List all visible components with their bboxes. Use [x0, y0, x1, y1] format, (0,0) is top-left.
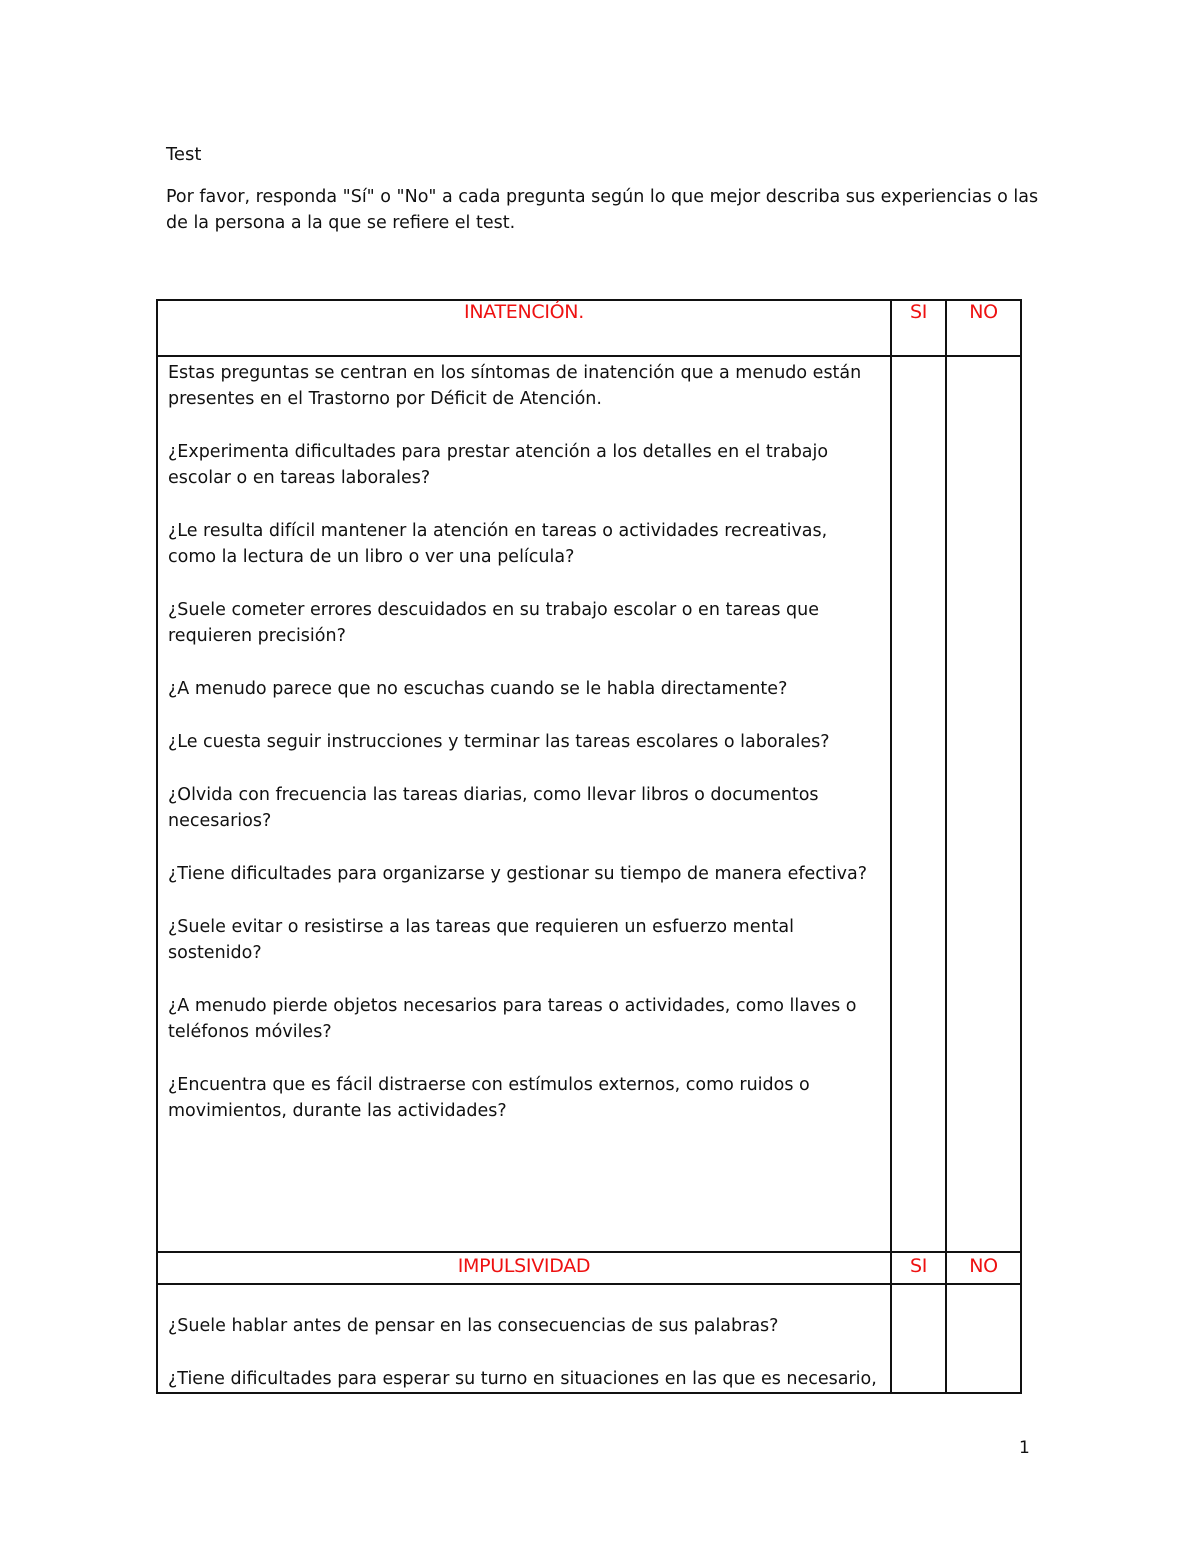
- section-header-row-inattention: [157, 300, 1021, 356]
- page-number: 1: [1019, 1438, 1030, 1458]
- section-body-row-inattention: [157, 356, 1021, 1252]
- section-body-row-impulsivity: [157, 1284, 1021, 1393]
- yes-column-header: SI: [891, 1252, 946, 1284]
- no-answer-cell[interactable]: [946, 356, 1021, 1252]
- question-item: ¿Suele cometer errores descuidados en su trabajo escolar o en tareas que requieren precisión?: [168, 600, 820, 646]
- question-item: ¿Olvida con frecuencia las tareas diarias, como llevar libros o documentos necesarios?: [168, 785, 819, 831]
- question-item: ¿Le cuesta seguir instrucciones y terminar las tareas escolares o laborales?: [168, 732, 830, 752]
- no-column-header: NO: [946, 300, 1021, 356]
- questionnaire-table: [156, 299, 1022, 1394]
- question-list-inattention: [157, 356, 891, 1252]
- section-header-row-impulsivity: [157, 1252, 1021, 1284]
- question-item: ¿Suele evitar o resistirse a las tareas que requieren un esfuerzo mental sostenido?: [168, 917, 795, 963]
- no-column-header: NO: [946, 1252, 1021, 1284]
- no-answer-cell[interactable]: [946, 1284, 1021, 1393]
- question-item: ¿Tiene dificultades para esperar su turno en situaciones en las que es necesario,: [168, 1369, 877, 1389]
- question-item: ¿Encuentra que es fácil distraerse con estímulos externos, como ruidos o movimientos, durante las actividades?: [168, 1075, 810, 1121]
- section-header-impulsivity: IMPULSIVIDAD: [157, 1252, 891, 1284]
- yes-answer-cell[interactable]: [891, 1284, 946, 1393]
- section-intro: Estas preguntas se centran en los síntomas de inatención que a menudo están presentes en el Trastorno por Déficit de Atención.: [168, 363, 862, 409]
- instructions-text: Por favor, responda "Sí" o "No" a cada pregunta según lo que mejor describa sus experiencias o las de la persona a la que se refiere el test.: [166, 187, 1039, 233]
- question-item: ¿Suele hablar antes de pensar en las consecuencias de sus palabras?: [168, 1316, 779, 1336]
- section-header-inattention: INATENCIÓN.: [157, 300, 891, 356]
- yes-column-header: SI: [891, 300, 946, 356]
- question-item: ¿Tiene dificultades para organizarse y gestionar su tiempo de manera efectiva?: [168, 864, 868, 884]
- question-item: ¿Experimenta dificultades para prestar atención a los detalles en el trabajo escolar o en tareas laborales?: [168, 442, 829, 488]
- question-item: ¿Le resulta difícil mantener la atención en tareas o actividades recreativas, como la lectura de un libro o ver una película?: [168, 521, 828, 567]
- question-item: ¿A menudo pierde objetos necesarios para tareas o actividades, como llaves o teléfonos móviles?: [168, 996, 857, 1042]
- yes-answer-cell[interactable]: [891, 356, 946, 1252]
- document-title: Test: [166, 144, 202, 165]
- question-list-impulsivity: [157, 1284, 891, 1393]
- question-item: ¿A menudo parece que no escuchas cuando se le habla directamente?: [168, 679, 788, 699]
